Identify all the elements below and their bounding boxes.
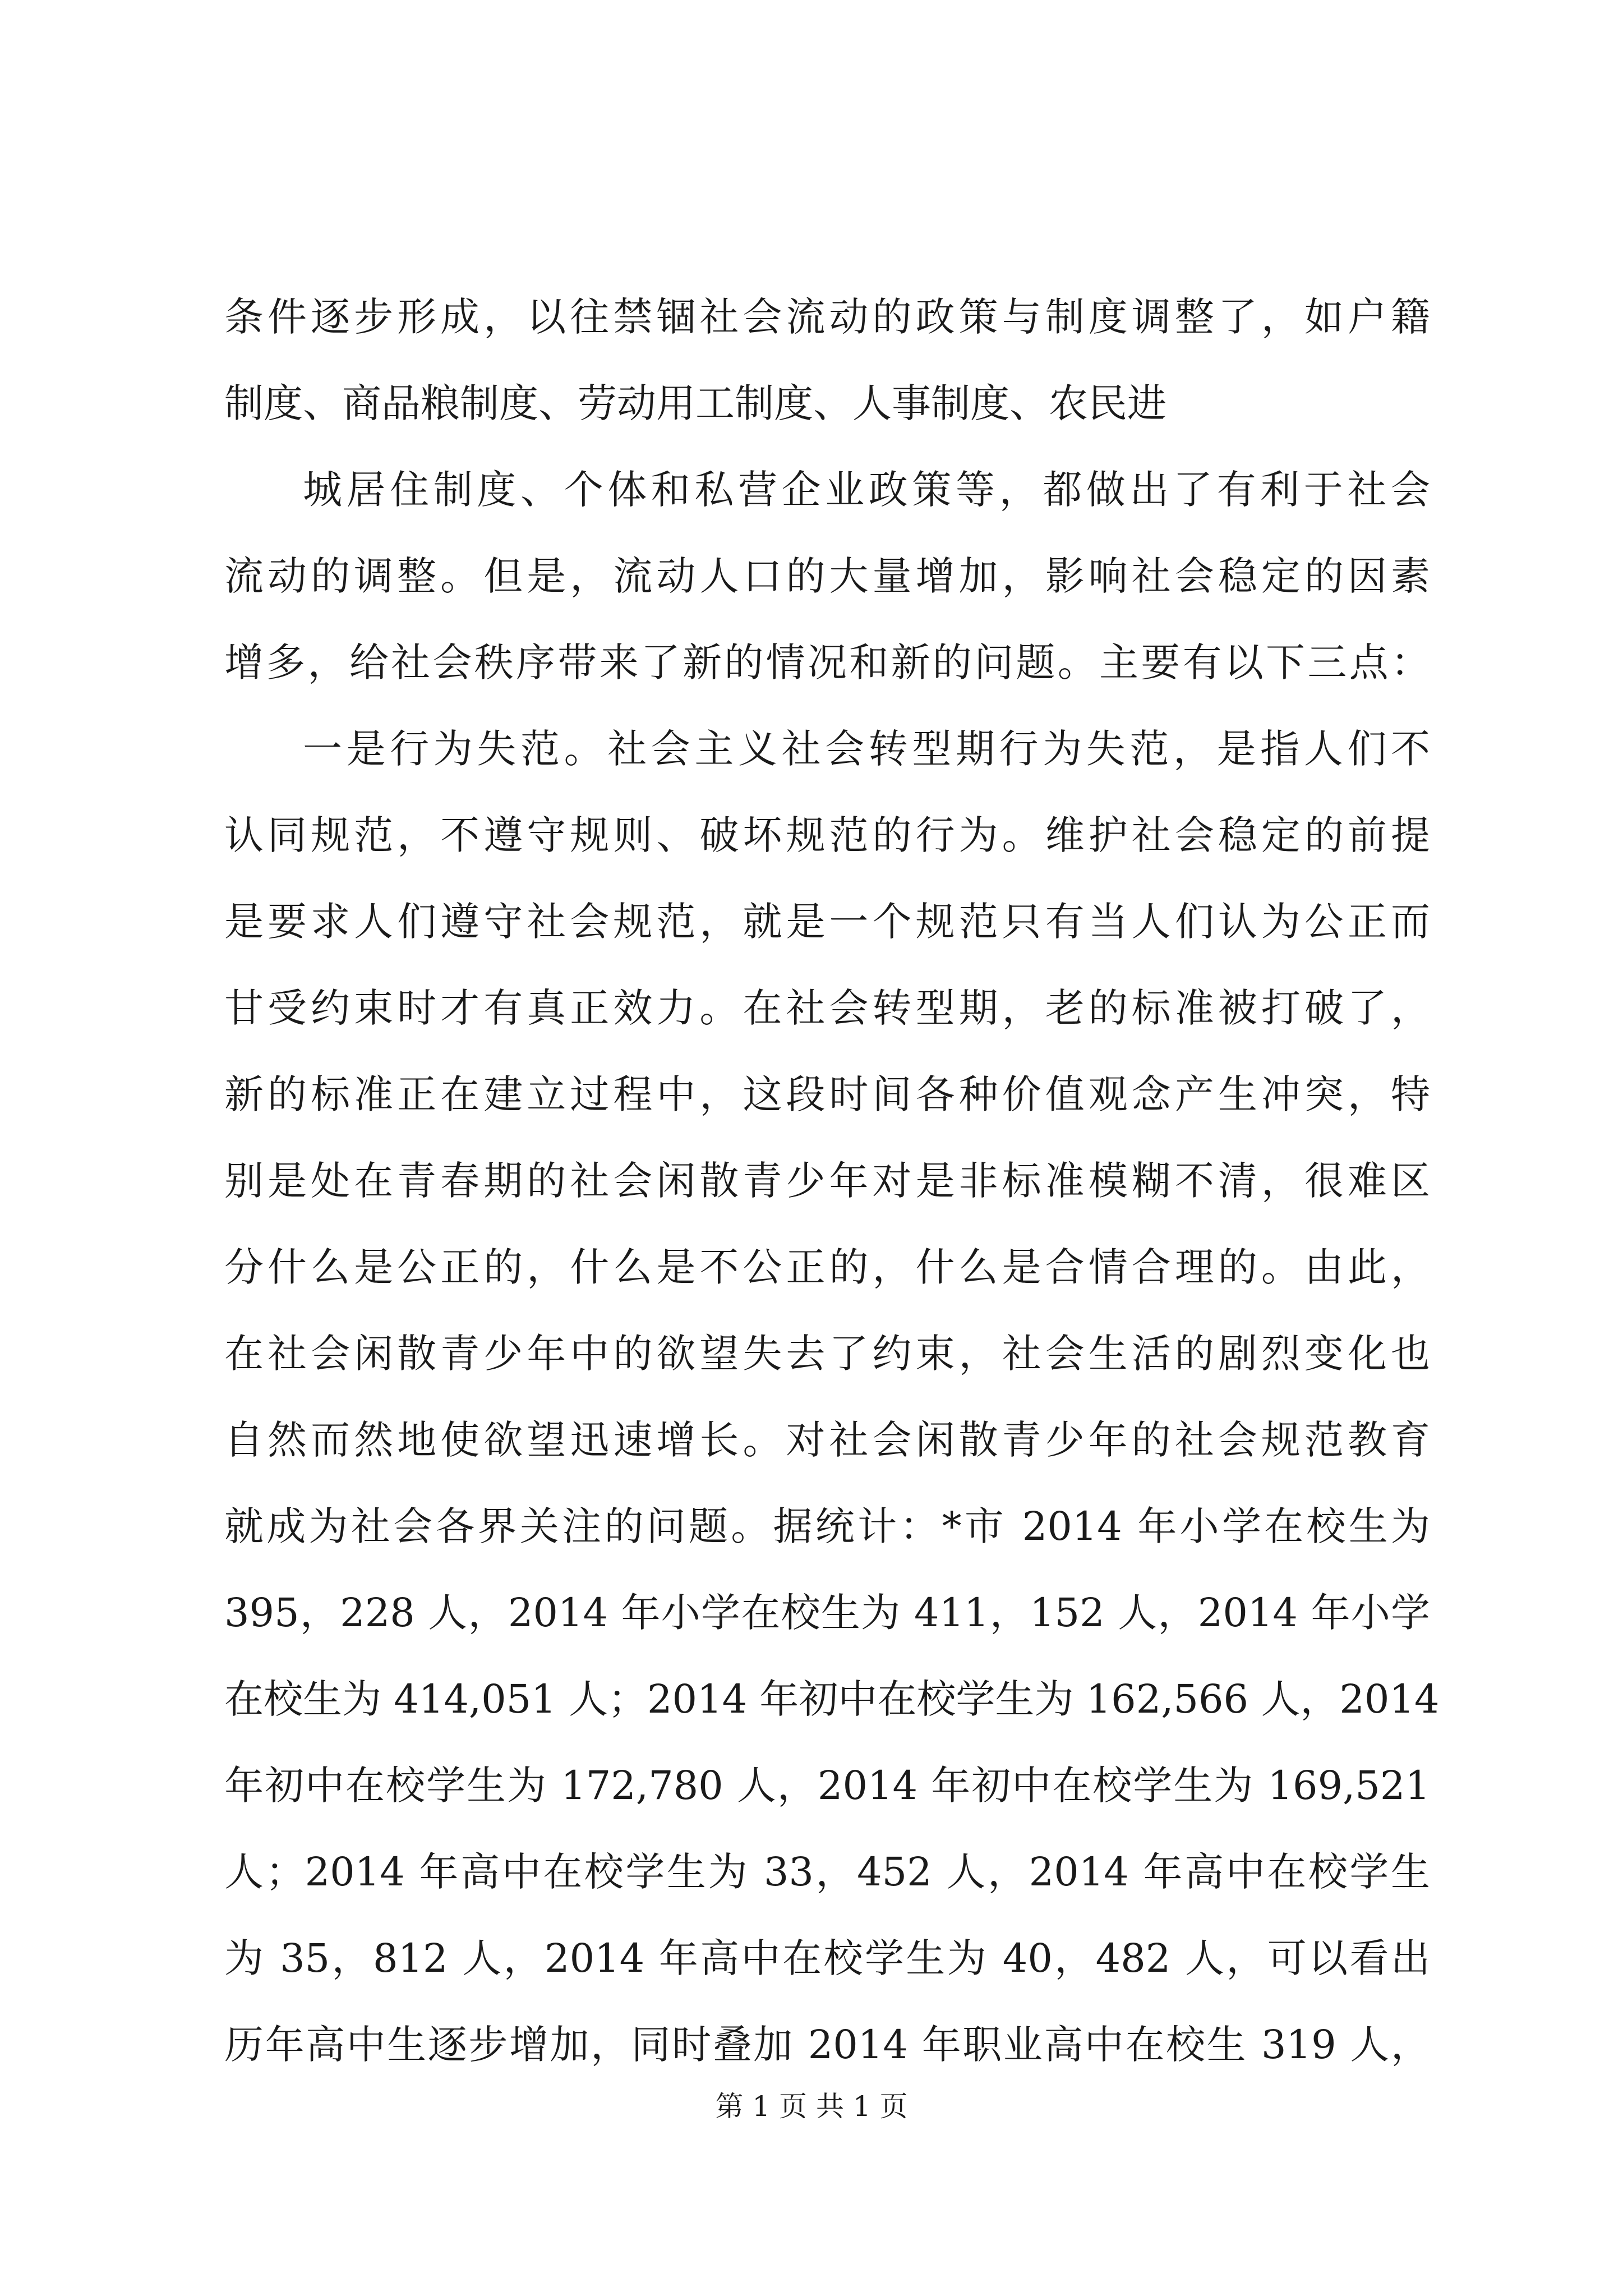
text-line: 为 35，812 人，2014 年高中在校学生为 40，482 人，可以看出 <box>224 1935 1430 1981</box>
text-line: 分什么是公正的，什么是不公正的，什么是合情合理的。由此， <box>224 1244 1430 1290</box>
text-line: 历年高中生逐步增加，同时叠加 2014 年职业高中在校生 319 人， <box>224 2022 1430 2068</box>
text-line: 就成为社会各界关注的问题。据统计：*市 2014 年小学在校生为 <box>224 1503 1430 1549</box>
text-line: 在校生为 414,051 人；2014 年初中在校学生为 162,566 人，2014 <box>224 1676 1440 1722</box>
text-line: 是要求人们遵守社会规范，就是一个规范只有当人们认为公正而 <box>224 899 1430 945</box>
text-line: 城居住制度、个体和私营企业政策等，都做出了有利于社会 <box>303 467 1430 513</box>
text-line: 增多，给社会秩序带来了新的情况和新的问题。主要有以下三点： <box>224 639 1430 685</box>
text-line: 395，228 人，2014 年小学在校生为 411，152 人，2014 年小学 <box>224 1590 1430 1636</box>
page-footer: 第 1 页 共 1 页 <box>715 2090 908 2123</box>
text-line: 新的标准正在建立过程中，这段时间各种价值观念产生冲突，特 <box>224 1071 1430 1117</box>
text-line: 甘受约束时才有真正效力。在社会转型期，老的标准被打破了， <box>224 985 1430 1031</box>
text-line: 流动的调整。但是，流动人口的大量增加，影响社会稳定的因素 <box>224 553 1430 599</box>
text-line: 年初中在校学生为 172,780 人，2014 年初中在校学生为 169,521 <box>224 1763 1430 1809</box>
text-line: 条件逐步形成，以往禁锢社会流动的政策与制度调整了，如户籍 <box>224 294 1430 340</box>
text-line: 认同规范，不遵守规则、破坏规范的行为。维护社会稳定的前提 <box>224 812 1430 858</box>
text-line: 别是处在青春期的社会闲散青少年对是非标准模糊不清，很难区 <box>224 1158 1430 1204</box>
text-line: 在社会闲散青少年中的欲望失去了约束，社会生活的剧烈变化也 <box>224 1331 1430 1377</box>
text-line: 人；2014 年高中在校学生为 33，452 人，2014 年高中在校学生 <box>224 1849 1430 1895</box>
text-line: 自然而然地使欲望迅速增长。对社会闲散青少年的社会规范教育 <box>224 1417 1430 1463</box>
text-line: 制度、商品粮制度、劳动用工制度、人事制度、农民进 <box>224 380 1166 426</box>
document-body <box>224 274 1440 2088</box>
text-line: 一是行为失范。社会主义社会转型期行为失范，是指人们不 <box>303 726 1430 772</box>
